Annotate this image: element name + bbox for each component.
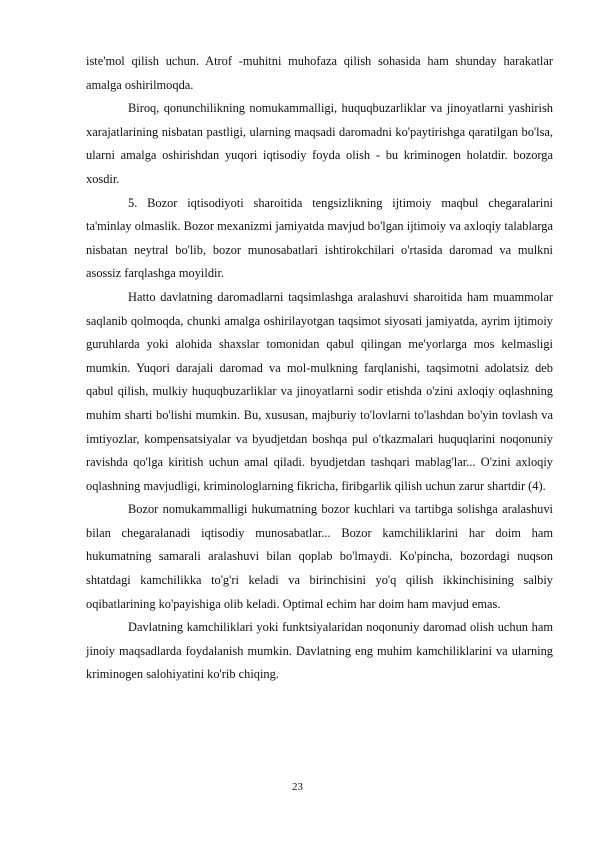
paragraph-inequality-limits: 5. Bozor iqtisodiyoti sharoitida tengsizlikning ijtimoiy maqbul chegaralarini ta'minlay olmaslik. Bozor mexanizmi jamiyatda mavjud bo'lgan ijtimoiy va axloqiy talablarga nisbatan neytral bo'lib, bozor munosabatlari ishtirokchilari o'rtasida daromad va mulkni asossiz farqlashga moyildir.: [86, 195, 553, 281]
document-body: [86, 50, 553, 687]
paragraph-state-shortcomings: Davlatning kamchiliklari yoki funktsiyalaridan noqonuniy daromad olish uchun ham jinoiy maqsadlarda foydalanish mumkin. Davlatning eng muhim kamchiliklarini va ularning kriminogen salohiyatini ko'rib chiqing.: [86, 620, 553, 682]
paragraph-continuation: iste'mol qilish uchun. Atrof -muhitni muhofaza qilish sohasida ham shunday harakatlar amalga oshirilmoqda.: [86, 54, 553, 92]
paragraph-legislation-imperfection: Biroq, qonunchilikning nomukammalligi, huquqbuzarliklar va jinoyatlarni yashirish xarajatlarining nisbatan pastligi, ularning maqsadi daromadni ko'paytirishga qaratilgan bo'lsa, ularni amalga oshirishdan yuqori iqtisodiy foyda olish - bu kriminogen holatdir. bozorga xosdir.: [86, 101, 553, 186]
paragraph-income-distribution: Hatto davlatning daromadlarni taqsimlashga aralashuvi sharoitida ham muammolar saqlanib qolmoqda, chunki amalga oshirilayotgan taqsimot siyosati jamiyatda, ayrim ijtimoiy guruhlarda yoki alohida shaxslar tomonidan qabul qilingan me'yorlarga mos kelmasligi mumkin. Yuqori darajali daromad va mol-mulkning farqlanishi, taqsimotni adolatsiz deb qabul qilish, mulkiy huquqbuzarliklar va jinoyatlarni sodir etishda o'zini axloqiy oqlashning muhim sharti bo'lishi mumkin. Bu, xususan, majburiy to'lovlarni to'lashdan bo'yin tovlash va imtiyozlar, kompensatsiyalar va byudjetdan boshqa pul o'tkazmalari huquqlarini noqonuniy ravishda qo'lga kiritish uchun amal qiladi. byudjetdan tashqari mablag'lar... O'zini axloqiy oqlashning mavjudligi, kriminologlarning fikricha, firibgarlik qilish uchun zarur shartdir (4).: [86, 289, 553, 493]
paragraph-market-imperfection: Bozor nomukammalligi hukumatning bozor kuchlari va tartibga solishga aralashuvi bilan chegaralanadi iqtisodiy munosabatlar... Bozor kamchiliklarini har doim ham hukumatning samarali aralashuvi bilan qoplab bo'lmaydi. Ko'pincha, bozordagi nuqson shtatdagi kamchilikka to'g'ri keladi va birinchisini yo'q qilish ikkinchisining salbiy oqibatlarining ko'payishiga olib keladi. Optimal echim har doim ham mavjud emas.: [86, 502, 553, 611]
page-number: 23: [292, 781, 303, 793]
